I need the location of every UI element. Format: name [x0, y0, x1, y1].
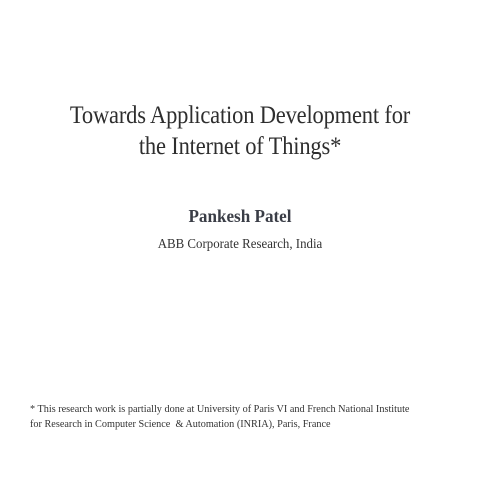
slide-title	[42, 100, 438, 162]
author-affiliation: ABB Corporate Research, India	[157, 237, 323, 252]
author-name: Pankesh Patel	[188, 206, 292, 226]
footnote-line-1: * This research work is partially done at University of Paris VI and French National Institute	[30, 403, 410, 415]
title-line-1: Towards Application Development for	[69, 102, 411, 129]
title-line-2: the Internet of Things*	[138, 133, 342, 160]
footnote	[30, 402, 439, 432]
footnote-line-2: for Research in Computer Science & Automation (INRIA), Paris, France	[30, 418, 331, 430]
